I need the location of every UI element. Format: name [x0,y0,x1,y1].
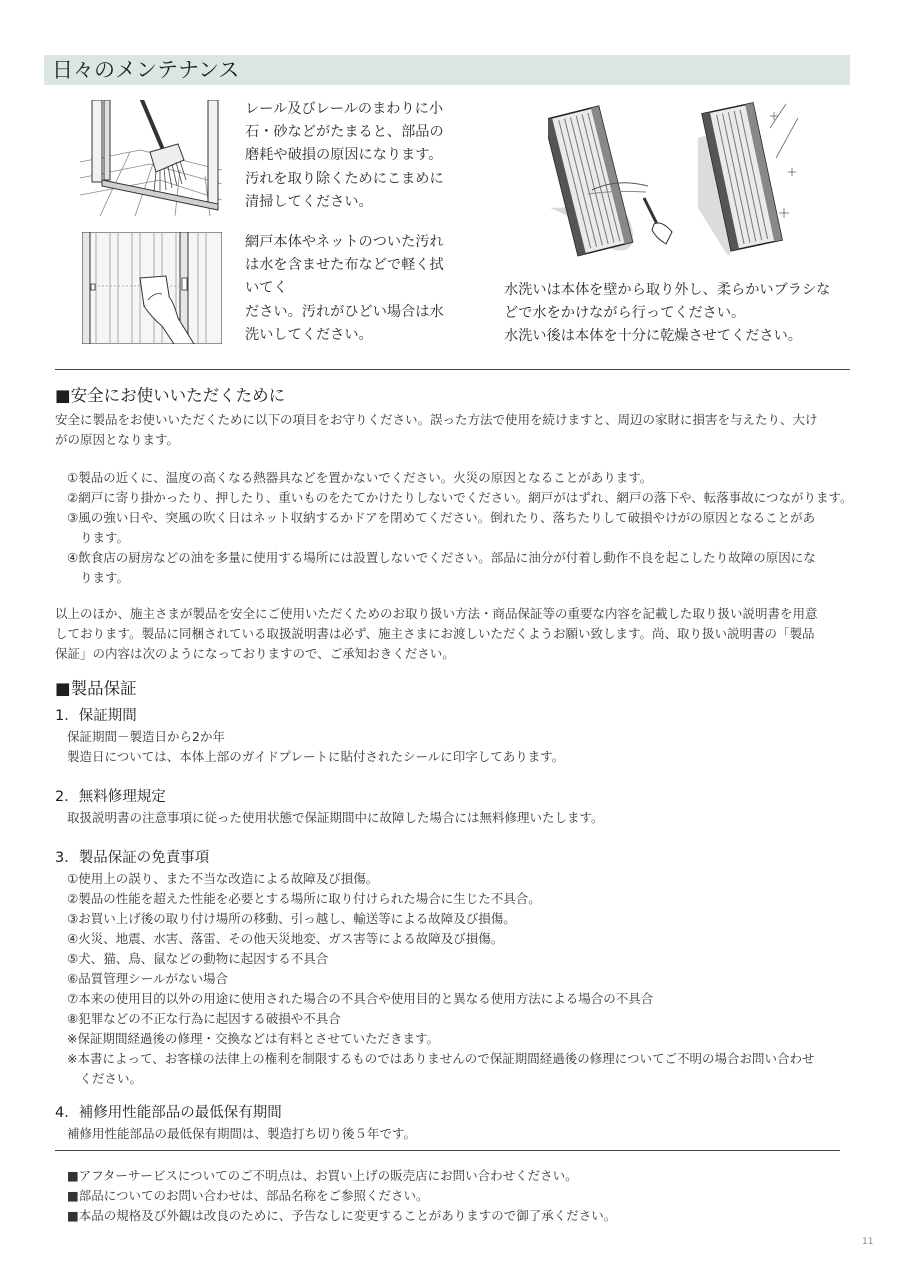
washing-text: 水洗いは本体を壁から取り外し、柔らかいブラシな どで水をかけながら行ってください。 水洗い後は本体を十分に乾燥させてください。 [504,282,831,345]
exemption-title: 3．製品保証の免責事項 [55,850,210,866]
list-item: ※本書によって、お客様の法律上の権利を制限するものではありませんので保証期間経過後の修理についてご不明の場合お問い合わせ [67,1051,815,1066]
list-item: ⑥品質管理シールがない場合 [67,971,228,986]
list-item: ④飲食店の厨房などの油を多量に使用する場所には設置しないでください。部品に油分が付着し動作不良を起こしたり故障の原因にな [67,550,816,565]
footer-notes [67,1166,616,1226]
list-item: ※保証期間経過後の修理・交換などは有料とさせていただきます。 [67,1031,439,1046]
list-item: ③お買い上げ後の取り付け場所の移動、引っ越し、輸送等による故障及び損傷。 [67,911,516,926]
list-item: ②網戸に寄り掛かったり、押したり、重いものをたてかけたりしないでください。網戸がはずれ、網戸の落下や、転落事故につながります。 [67,490,853,505]
page-number: 11 [862,1237,874,1247]
note: ■部品についてのお問い合わせは、部品名称をご参照ください。 [67,1188,429,1203]
washing-screen-icon [548,98,810,268]
safety-outro: 以上のほか、施主さまが製品を安全にご使用いただくためのお取り扱い方法・商品保証等の重要な内容を記載した取り扱い説明書を用意 しております。製品に同梱されている取扱説明書は必ず、施主さまにお渡しいただくようお願い致します。尚、取り扱い説明書の「製品 保証」の内容は次のようになっておりますので、ご承知おきください。 [55,606,818,661]
hand-cloth-icon [82,232,222,344]
page-title: 日々のメンテナンス [52,58,240,82]
list-item: ④火災、地震、水害、落雷、その他天災地変、ガス害等による故障及び損傷。 [67,931,504,946]
list-item: ⑦本来の使用目的以外の用途に使用された場合の不具合や使用目的と異なる使用方法による場合の不具合 [67,991,654,1006]
note: ■アフターサービスについてのご不明点は、お買い上げの販売店にお問い合わせください。 [67,1168,578,1183]
note: ■本品の規格及び外観は改良のために、予告なしに変更することがありますので御了承ください。 [67,1208,617,1223]
washing-illustration [548,98,810,268]
divider [55,1150,840,1151]
list-item: ②製品の性能を超えた性能を必要とする場所に取り付けられた場合に生じた不具合。 [67,891,541,906]
list-item-continued: ください。 [67,1071,143,1086]
screen-wiping-text: 網戸本体やネットのついた汚れ は水を含ませた布などで軽く拭 いてく ださい。汚れがひどい場合は水 洗いしてください。 [245,234,444,343]
list-item-continued: ります。 [80,570,130,585]
rail-cleaning-text: レール及びレールのまわりに小 石・砂などがたまると、部品の 磨耗や破損の原因になります。 汚れを取り除くためにこまめに 清掃してください。 [245,101,444,210]
screen-wiping-illustration [82,232,222,344]
parts-period-text: 補修用性能部品の最低保有期間は、製造打ち切り後５年です。 [67,1126,417,1141]
list-item: ①製品の近くに、温度の高くなる熱器具などを置かないでください。火災の原因となることがあります。 [67,470,653,485]
rail-cleaning-illustration [80,100,222,216]
safety-title: ■安全にお使いいただくために [55,386,286,405]
parts-period-title: 4．補修用性能部品の最低保有期間 [55,1105,282,1121]
divider [55,369,850,370]
warranty-period-title: 1．保証期間 [55,708,137,724]
brush-icon [80,100,222,216]
safety-items [67,468,852,588]
list-item: ①使用上の誤り、また不当な改造による故障及び損傷。 [67,871,379,886]
safety-intro: 安全に製品をお使いいただくために以下の項目をお守りください。誤った方法で使用を続けますと、周辺の家財に損害を与えたり、大け がの原因となります。 [55,412,818,447]
list-item: ⑧犯罪などの不正な行為に起因する破損や不具合 [67,1011,341,1026]
list-item-continued: ります。 [80,530,130,545]
exemption-list [67,869,814,1089]
free-repair-text: 取扱説明書の注意事項に従った使用状態で保証期間中に故障した場合には無料修理いたします。 [67,810,604,825]
free-repair-title: 2．無料修理規定 [55,789,166,805]
warranty-title: ■製品保証 [55,679,137,698]
list-item: ③風の強い日や、突風の吹く日はネット収納するかドアを閉めてください。倒れたり、落ちたりして破損やけがの原因となることがあ [67,510,816,525]
list-item: ⑤犬、猫、鳥、鼠などの動物に起因する不具合 [67,951,329,966]
warranty-period-text: 保証期間－製造日から2か年 製造日については、本体上部のガイドプレートに貼付されたシールに印字してあります。 [67,729,565,764]
